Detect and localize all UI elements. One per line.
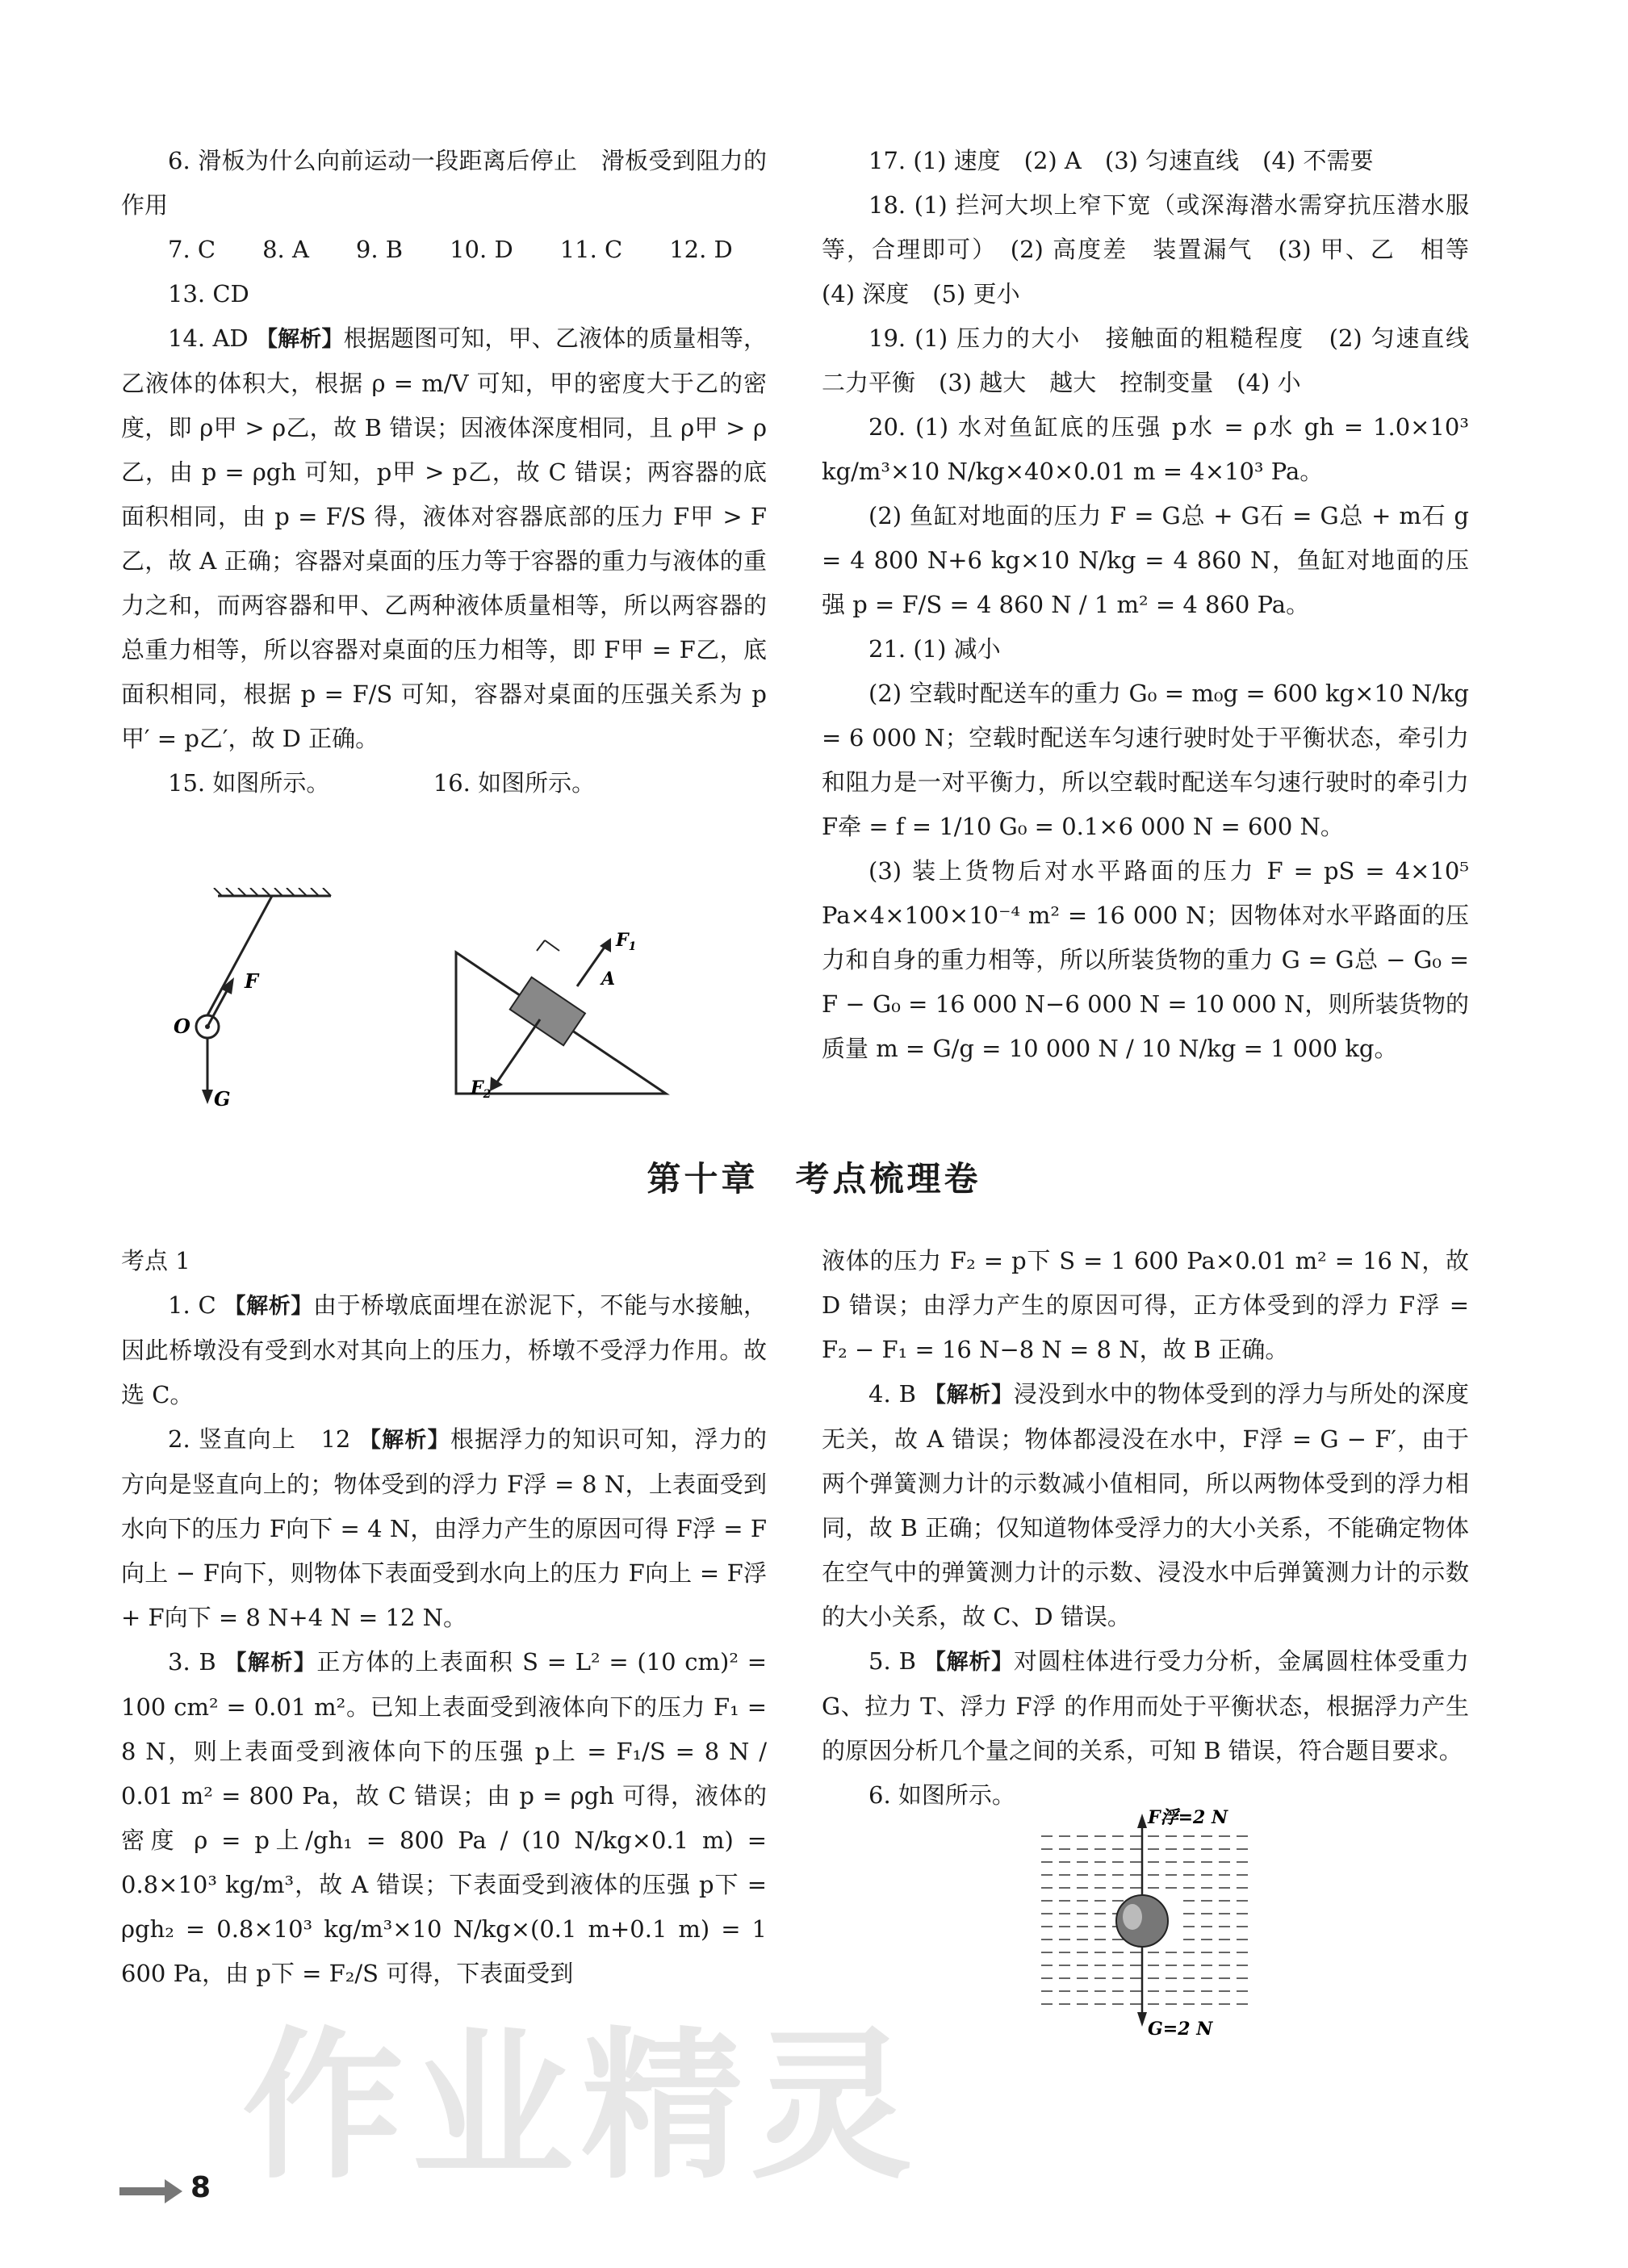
answer-7-12: 7. C 8. A 9. B 10. D 11. C 12. D <box>168 236 733 263</box>
gravity-label: G <box>214 1087 231 1111</box>
answer-21-3: (3) 装上货物后对水平路面的压力 F = pS = 4×10⁵ Pa×4×100×10⁻⁴ m² = 16 000 N；因物体对水平路面的压力和自身的重力相等，所以所装货物的重力 G = G总 − G₀ = F − G₀ = 16 000 N−6 000 N = 10 000 N，则所装货物的质量 m = G/g = 10 000 N / 10 N/kg = 1 000 kg。 <box>822 857 1469 1062</box>
answer-ch10-1-body: 由于桥墩底面埋在淤泥下，不能与水接触，因此桥墩没有受到水对其向上的压力，桥墩不受浮力作用。故选 C。 <box>121 1291 768 1408</box>
answer-ch10-1-head: 1. C <box>168 1291 216 1319</box>
force-f2-label: $F_2$ <box>471 1078 492 1101</box>
answer-ch10-3 <box>121 1640 767 1996</box>
gravity-arrowhead <box>1137 2012 1147 2027</box>
answer-ch10-4 <box>822 1372 1469 1639</box>
figure-16 <box>440 928 682 1110</box>
answer-21-2: (2) 空载时配送车的重力 G₀ = m₀g = 600 kg×10 N/kg = 6 000 N；空载时配送车匀速行驶时处于平衡状态，牵引力和阻力是一对平衡力，所以空载时配送车匀速行驶时的牵引力 F牵 = f = 1/10 G₀ = 0.1×6 000 N = 600 N。 <box>822 680 1469 840</box>
answer-20-1: 20. (1) 水对鱼缸底的压强 p水 = ρ水 gh = 1.0×10³ kg/m³×10 N/kg×40×0.01 m = 4×10³ Pa。 <box>822 413 1469 485</box>
answer-ch10-1 <box>121 1283 767 1417</box>
figure-6-buoyancy <box>1025 1804 1267 2038</box>
answer-14-body: 根据题图可知，甲、乙液体的质量相等，乙液体的体积大，根据 ρ = m/V 可知，甲的密度大于乙的密度，即 ρ甲 > ρ乙，故 B 错误；因液体深度相同，且 ρ甲 > ρ乙，由 p = ρgh 可知，p甲 > p乙，故 C 错误；两容器的底面积相同，由 p = F/S 得，液体对容器底部的压力 F甲 > F乙，故 A 正确；容器对桌面的压力等于容器的重力与液体的重力之和，而两容器和甲、乙两种液体质量相等，所以两容器的总重力相等，所以容器对桌面的压力相等，即 F甲 = F乙，底面积相同，根据 p = F/S 可知，容器对桌面的压强关系为 p甲′ = p乙′，故 D 正确。 <box>121 324 767 752</box>
left-top-column <box>121 139 767 806</box>
force-f2-arrowhead <box>490 1077 503 1091</box>
buoyancy-arrowhead <box>1137 1814 1147 1828</box>
analysis-label: 【解析】 <box>923 1383 1014 1408</box>
force-f2-arrow <box>496 1019 540 1083</box>
point-o-label: O <box>174 1015 190 1038</box>
answer-ch10-3-cont: 液体的压力 F₂ = p下 S = 1 600 Pa×0.01 m² = 16 N，故 D 错误；由浮力产生的原因可得，正方体受到的浮力 F浮 = F₂ − F₁ = 16 N−8 N = 8 N，故 B 正确。 <box>822 1247 1469 1363</box>
analysis-label: 【解析】 <box>224 1651 317 1676</box>
force-f-label: F <box>245 969 259 993</box>
right-bottom-column <box>822 1239 1469 1818</box>
chapter-title: 第十章 考点梳理卷 <box>647 1159 981 1199</box>
answer-ch10-5-head: 5. B <box>868 1647 916 1675</box>
force-f1-label: $F_1$ <box>616 930 637 953</box>
answer-ch10-5 <box>822 1639 1469 1773</box>
answer-16: 16. 如图所示。 <box>433 769 596 797</box>
fruit-highlight <box>1123 1904 1142 1930</box>
answer-6: 6. 滑板为什么向前运动一段距离后停止 滑板受到阻力的作用 <box>121 147 767 219</box>
watermark: 作业精灵 <box>242 2013 921 2201</box>
footer-arrow-icon <box>119 2179 182 2203</box>
kaodian-heading: 考点 1 <box>121 1247 190 1274</box>
answer-21-1: 21. (1) 减小 <box>868 635 1001 663</box>
page-number: 8 <box>190 2171 211 2204</box>
analysis-label: 【解析】 <box>923 1650 1014 1675</box>
gravity-arrowhead <box>202 1090 213 1104</box>
block <box>510 977 585 1046</box>
answer-15: 15. 如图所示。 <box>168 769 330 797</box>
answer-20-2: (2) 鱼缸对地面的压力 F = G总 + G石 = G总 + m石 g = 4 800 N+6 kg×10 N/kg = 4 860 N，鱼缸对地面的压强 p = F/S = 4 860 N / 1 m² = 4 860 Pa。 <box>822 502 1469 618</box>
answer-15-16 <box>121 761 767 806</box>
answer-17: 17. (1) 速度 (2) A (3) 匀速直线 (4) 不需要 <box>868 147 1374 174</box>
figure-15 <box>157 888 343 1122</box>
left-bottom-column <box>121 1239 767 1996</box>
answer-19: 19. (1) 压力的大小 接触面的粗糙程度 (2) 匀速直线 二力平衡 (3) 越大 越大 控制变量 (4) 小 <box>822 324 1493 396</box>
answer-ch10-2-head: 2. 竖直向上 12 <box>168 1425 351 1453</box>
answer-ch10-4-head: 4. B <box>868 1380 916 1408</box>
buoyancy-label: F浮=2 N <box>1148 1807 1228 1828</box>
analysis-label: 【解析】 <box>224 1294 313 1319</box>
answer-ch10-5-body: 对圆柱体进行受力分析，金属圆柱体受重力 G、拉力 T、浮力 F浮 的作用而处于平衡状态，根据浮力产生的原因分析几个量之间的关系，可知 B 错误，符合题目要求。 <box>822 1647 1470 1764</box>
analysis-label: 【解析】 <box>358 1428 450 1453</box>
answer-ch10-2-body: 根据浮力的知识可知，浮力的方向是竖直向上的；物体受到的浮力 F浮 = 8 N，上表面受到水向下的压力 F向下 = 4 N，由浮力产生的原因可得 F浮 = F向上 − F向下，则物体下表面受到水向上的压力 F向上 = F浮 + F向下 = 8 N+4 N = 12 N。 <box>121 1425 768 1631</box>
point-a-label: A <box>601 969 616 990</box>
answer-14-head: 14. AD <box>168 324 249 352</box>
answer-13: 13. CD <box>168 280 249 308</box>
answer-14 <box>121 316 767 761</box>
answer-ch10-2 <box>121 1417 767 1640</box>
ball-center <box>205 1024 210 1029</box>
right-top-column <box>822 139 1493 1071</box>
answer-ch10-3-body: 正方体的上表面积 S = L² = (10 cm)² = 100 cm² = 0.01 m²。已知上表面受到液体向下的压力 F₁ = 8 N，则上表面受到液体向下的压强 p上 = F₁/S = 8 N / 0.01 m² = 800 Pa，故 C 错误；由 p = ρgh 可得，液体的密度 ρ = p上/gh₁ = 800 Pa / (10 N/kg×0.1 m) = 0.8×10³ kg/m³，故 A 错误；下表面受到液体的压强 p下 = ρgh₂ = 0.8×10³ kg/m³×10 N/kg×(0.1 m+0.1 m) = 1 600 Pa，由 p下 = F₂/S 可得，下表面受到 <box>121 1648 767 1987</box>
answer-ch10-6: 6. 如图所示。 <box>868 1781 1015 1809</box>
answer-18: 18. (1) 拦河大坝上窄下宽（或深海潜水需穿抗压潜水服等，合理即可） (2) 高度差 装置漏气 (3) 甲、乙 相等 (4) 深度 (5) 更小 <box>822 191 1493 308</box>
answer-ch10-3-head: 3. B <box>168 1648 216 1676</box>
right-angle-mark <box>537 940 545 951</box>
answer-ch10-4-body: 浸没到水中的物体受到的浮力与所处的深度无关，故 A 错误；物体都浸没在水中，F浮 = G − F′，由于两个弹簧测力计的示数减小值相同，所以两物体受到的浮力相同，故 B 正确；仅知道物体受浮力的大小关系，不能确定物体在空气中的弹簧测力计的示数、浸没水中后弹簧测力计的示数的大小关系，故 C、D 错误。 <box>822 1380 1470 1630</box>
gravity-label: G=2 N <box>1148 2019 1213 2038</box>
analysis-label: 【解析】 <box>256 327 344 352</box>
string <box>207 896 272 1015</box>
